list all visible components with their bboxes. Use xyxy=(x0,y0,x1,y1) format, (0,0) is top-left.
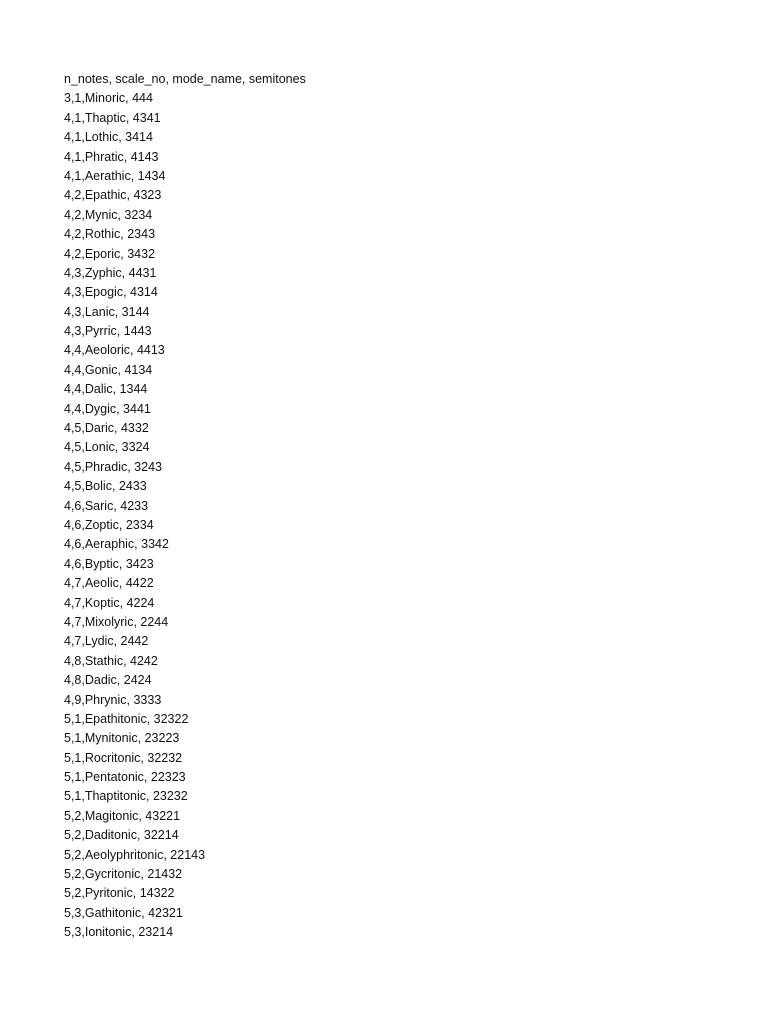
csv-row-line: 4,6,Zoptic, 2334 xyxy=(64,517,154,532)
csv-row-line: 5,1,Mynitonic, 23223 xyxy=(64,731,180,746)
csv-row-line: 4,4,Gonic, 4134 xyxy=(64,362,153,377)
csv-row-line: 4,3,Pyrric, 1443 xyxy=(64,324,152,339)
csv-row-line: 4,7,Koptic, 4224 xyxy=(64,595,155,610)
csv-row-line: 5,2,Pyritonic, 14322 xyxy=(64,886,175,901)
csv-row-line: 4,8,Dadic, 2424 xyxy=(64,673,152,688)
csv-row-line: 5,3,Ionitonic, 23214 xyxy=(64,925,174,940)
csv-row-line: 4,2,Rothic, 2343 xyxy=(64,227,156,242)
csv-row-line: 4,5,Bolic, 2433 xyxy=(64,479,147,494)
csv-row-line: 4,7,Mixolyric, 2244 xyxy=(64,614,169,629)
csv-row-line: 4,4,Aeoloric, 4413 xyxy=(64,343,165,358)
csv-row-line: 4,5,Lonic, 3324 xyxy=(64,440,150,455)
csv-row-line: 4,6,Aeraphic, 3342 xyxy=(64,537,169,552)
csv-row-line: 4,7,Aeolic, 4422 xyxy=(64,576,154,591)
csv-row-line: 4,3,Zyphic, 4431 xyxy=(64,265,157,280)
csv-row-line: 4,9,Phrynic, 3333 xyxy=(64,692,162,707)
csv-row-line: 5,2,Aeolyphritonic, 22143 xyxy=(64,847,206,862)
csv-row-line: 4,4,Dalic, 1344 xyxy=(64,382,148,397)
csv-row-line: 4,6,Saric, 4233 xyxy=(64,498,149,513)
csv-rows xyxy=(64,89,704,942)
csv-row-line: 5,2,Magitonic, 43221 xyxy=(64,808,181,823)
csv-row-line: 4,6,Byptic, 3423 xyxy=(64,556,154,571)
csv-row-line: 4,2,Epathic, 4323 xyxy=(64,188,162,203)
csv-row-line: 4,5,Phradic, 3243 xyxy=(64,459,162,474)
csv-row-line: 5,2,Daditonic, 32214 xyxy=(64,828,179,843)
csv-row-line: 5,3,Gathitonic, 42321 xyxy=(64,905,183,920)
csv-row-line: 4,1,Lothic, 3414 xyxy=(64,130,153,145)
csv-row-line: 4,3,Lanic, 3144 xyxy=(64,304,150,319)
csv-row-line: 5,1,Epathitonic, 32322 xyxy=(64,711,189,726)
csv-row-line: 4,2,Eporic, 3432 xyxy=(64,246,156,261)
csv-row-line: 4,2,Mynic, 3234 xyxy=(64,207,153,222)
csv-row-line: 5,1,Pentatonic, 22323 xyxy=(64,770,186,785)
csv-row-line: 4,7,Lydic, 2442 xyxy=(64,634,149,649)
csv-row-line: 4,3,Epogic, 4314 xyxy=(64,285,158,300)
csv-row-line: 4,8,Stathic, 4242 xyxy=(64,653,158,668)
csv-row-line: 4,1,Aerathic, 1434 xyxy=(64,168,166,183)
csv-row-line: 5,2,Gycritonic, 21432 xyxy=(64,867,183,882)
csv-row-line: 4,4,Dygic, 3441 xyxy=(64,401,151,416)
csv-header-line: n_notes, scale_no, mode_name, semitones xyxy=(64,72,306,86)
csv-row-line: 5,1,Rocritonic, 32232 xyxy=(64,750,183,765)
csv-text-block xyxy=(64,70,704,943)
csv-row-line: 5,1,Thaptitonic, 23232 xyxy=(64,789,188,804)
csv-row-line: 4,1,Phratic, 4143 xyxy=(64,149,159,164)
csv-row-line: 4,5,Daric, 4332 xyxy=(64,421,149,436)
csv-row-line: 4,1,Thaptic, 4341 xyxy=(64,110,161,125)
csv-row-line: 3,1,Minoric, 444 xyxy=(64,91,153,106)
